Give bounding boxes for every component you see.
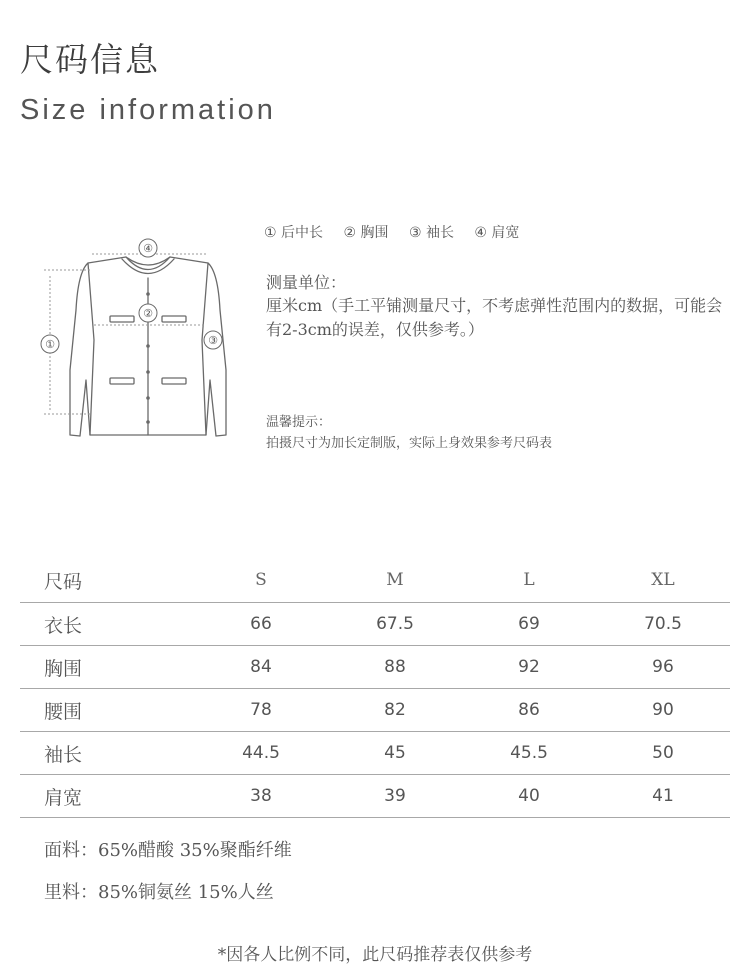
- pocket-upper-left-icon: [110, 316, 134, 322]
- table-cell: 84: [250, 657, 272, 677]
- marker-shoulder: ④: [143, 242, 153, 255]
- size-table: [20, 558, 730, 818]
- table-cell: 69: [518, 614, 540, 634]
- tip-text: 拍摄尺寸为加长定制版，实际上身效果参考尺码表: [266, 436, 553, 451]
- row-label: 腰围: [44, 700, 83, 723]
- unit-heading: 测量单位：: [266, 273, 347, 292]
- table-row: [20, 603, 730, 646]
- fabric-lining: 里料：85%铜氨丝 15%人丝: [44, 882, 274, 903]
- row-label: 肩宽: [44, 786, 83, 809]
- fabric-shell: 面料：65%醋酸 35%聚酯纤维: [44, 840, 292, 861]
- pocket-upper-right-icon: [162, 316, 186, 322]
- page-title: 尺码信息: [20, 40, 160, 79]
- legend-item-shoulder: ④ 肩宽: [474, 225, 520, 241]
- table-cell: 78: [250, 700, 272, 720]
- header-m: M: [386, 570, 404, 590]
- table-cell: 41: [652, 786, 674, 806]
- table-row: [20, 689, 730, 732]
- table-cell: 67.5: [376, 614, 414, 634]
- table-row: [20, 732, 730, 775]
- pocket-lower-left-icon: [110, 378, 134, 384]
- measurement-legend: [264, 222, 535, 242]
- garment-measure-diagram: [30, 230, 240, 445]
- row-label: 袖长: [44, 743, 83, 766]
- legend-item-sleeve: ③ 袖长: [408, 225, 454, 241]
- size-disclaimer: *因各人比例不同，此尺码推荐表仅供参考: [217, 945, 533, 965]
- table-cell: 88: [384, 657, 406, 677]
- row-label: 衣长: [44, 614, 83, 637]
- table-cell: 96: [652, 657, 674, 677]
- marker-back-length: ①: [45, 338, 55, 351]
- table-row: [20, 775, 730, 818]
- legend-item-chest: ② 胸围: [343, 225, 389, 241]
- table-cell: 38: [250, 786, 272, 806]
- pocket-lower-right-icon: [162, 378, 186, 384]
- table-cell: 44.5: [242, 743, 280, 763]
- page-subtitle: Size information: [20, 94, 276, 126]
- table-cell: 50: [652, 743, 674, 763]
- header-l: L: [523, 570, 535, 590]
- header-s: S: [255, 570, 267, 590]
- table-cell: 40: [518, 786, 540, 806]
- table-cell: 82: [384, 700, 406, 720]
- marker-sleeve: ③: [208, 334, 218, 347]
- table-header-row: [20, 558, 730, 603]
- table-row: [20, 646, 730, 689]
- header-size: 尺码: [44, 570, 83, 593]
- table-cell: 92: [518, 657, 540, 677]
- header-xl: XL: [651, 570, 675, 590]
- unit-note: 厘米cm（手工平铺测量尺寸，不考虑弹性范围内的数据，可能会有2-3cm的误差，仅供参考。）: [266, 296, 723, 339]
- table-cell: 39: [384, 786, 406, 806]
- marker-chest: ②: [143, 307, 153, 320]
- table-cell: 70.5: [644, 614, 682, 634]
- table-cell: 90: [652, 700, 674, 720]
- table-cell: 45.5: [510, 743, 548, 763]
- table-cell: 86: [518, 700, 540, 720]
- tip-heading: 温馨提示：: [266, 415, 332, 430]
- row-label: 胸围: [44, 657, 83, 680]
- table-cell: 66: [250, 614, 272, 634]
- legend-item-back-length: ① 后中长: [264, 225, 324, 241]
- table-cell: 45: [384, 743, 406, 763]
